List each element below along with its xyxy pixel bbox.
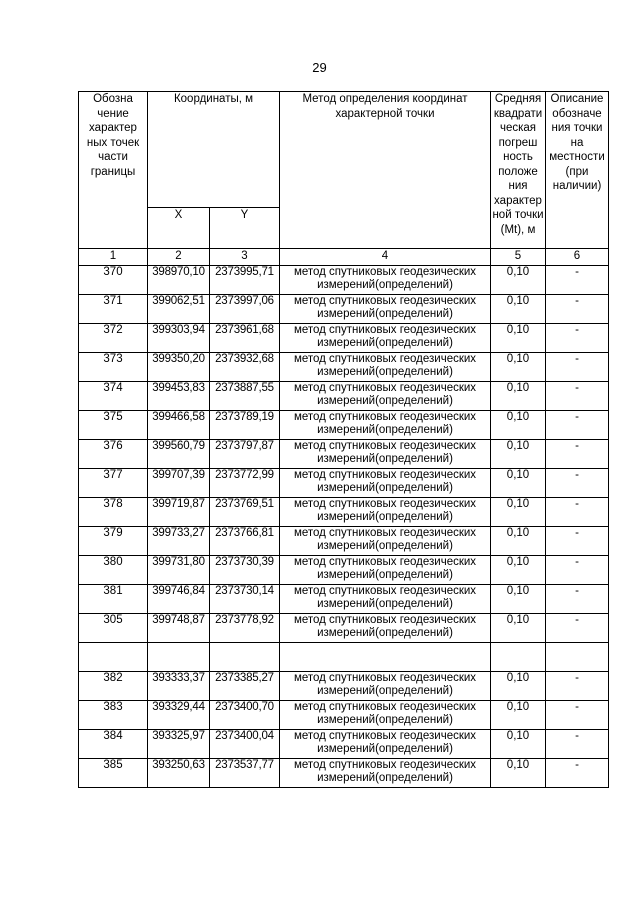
x-coordinate-cell: 398970,10 bbox=[148, 266, 210, 295]
point-id-cell: 373 bbox=[79, 353, 148, 382]
point-id-cell: 378 bbox=[79, 498, 148, 527]
method-cell: метод спутниковых геодезических измерений(определений) bbox=[280, 614, 491, 643]
x-coordinate-cell: 393250,63 bbox=[148, 759, 210, 788]
method-cell: метод спутниковых геодезических измерений(определений) bbox=[280, 585, 491, 614]
method-cell: метод спутниковых геодезических измерений(определений) bbox=[280, 440, 491, 469]
table-row bbox=[79, 411, 609, 440]
mt-cell: 0,10 bbox=[491, 527, 546, 556]
header-y: Y bbox=[210, 208, 280, 249]
table-row bbox=[79, 324, 609, 353]
mt-cell: 0,10 bbox=[491, 614, 546, 643]
description-cell: - bbox=[546, 353, 609, 382]
y-coordinate-cell: 2373766,81 bbox=[210, 527, 280, 556]
description-cell: - bbox=[546, 266, 609, 295]
mt-cell: 0,10 bbox=[491, 498, 546, 527]
method-cell: метод спутниковых геодезических измерений(определений) bbox=[280, 672, 491, 701]
table-row bbox=[79, 353, 609, 382]
x-coordinate-cell: 399733,27 bbox=[148, 527, 210, 556]
method-cell: метод спутниковых геодезических измерений(определений) bbox=[280, 411, 491, 440]
mt-cell: 0,10 bbox=[491, 701, 546, 730]
table-row bbox=[79, 498, 609, 527]
column-number: 1 bbox=[79, 249, 148, 266]
y-coordinate-cell: 2373778,92 bbox=[210, 614, 280, 643]
table-row bbox=[79, 469, 609, 498]
mt-cell: 0,10 bbox=[491, 266, 546, 295]
description-cell: - bbox=[546, 585, 609, 614]
mt-cell: 0,10 bbox=[491, 672, 546, 701]
y-coordinate-cell: 2373932,68 bbox=[210, 353, 280, 382]
point-id-cell: 370 bbox=[79, 266, 148, 295]
table-row bbox=[79, 556, 609, 585]
header-x: X bbox=[148, 208, 210, 249]
description-cell: - bbox=[546, 411, 609, 440]
method-cell: метод спутниковых геодезических измерений(определений) bbox=[280, 382, 491, 411]
method-cell: метод спутниковых геодезических измерений(определений) bbox=[280, 295, 491, 324]
method-cell: метод спутниковых геодезических измерений(определений) bbox=[280, 353, 491, 382]
column-number-row bbox=[79, 249, 609, 266]
mt-cell: 0,10 bbox=[491, 382, 546, 411]
x-coordinate-cell: 399303,94 bbox=[148, 324, 210, 353]
x-coordinate-cell: 393333,37 bbox=[148, 672, 210, 701]
y-coordinate-cell: 2373887,55 bbox=[210, 382, 280, 411]
x-coordinate-cell: 399453,83 bbox=[148, 382, 210, 411]
method-cell: метод спутниковых геодезических измерений(определений) bbox=[280, 556, 491, 585]
mt-cell: 0,10 bbox=[491, 353, 546, 382]
point-id-cell: 380 bbox=[79, 556, 148, 585]
y-coordinate-cell: 2373385,27 bbox=[210, 672, 280, 701]
point-id-cell: 371 bbox=[79, 295, 148, 324]
method-cell: метод спутниковых геодезических измерений(определений) bbox=[280, 730, 491, 759]
point-id-cell: 382 bbox=[79, 672, 148, 701]
y-coordinate-cell: 2373730,14 bbox=[210, 585, 280, 614]
x-coordinate-cell: 399466,58 bbox=[148, 411, 210, 440]
mt-cell: 0,10 bbox=[491, 730, 546, 759]
y-coordinate-cell: 2373997,06 bbox=[210, 295, 280, 324]
table-row bbox=[79, 266, 609, 295]
description-cell: - bbox=[546, 469, 609, 498]
mt-cell: 0,10 bbox=[491, 324, 546, 353]
mt-cell: 0,10 bbox=[491, 295, 546, 324]
table-row bbox=[79, 672, 609, 701]
x-coordinate-cell: 399731,80 bbox=[148, 556, 210, 585]
table-row bbox=[79, 759, 609, 788]
description-cell: - bbox=[546, 440, 609, 469]
table-row bbox=[79, 730, 609, 759]
y-coordinate-cell: 2373772,99 bbox=[210, 469, 280, 498]
column-number: 5 bbox=[491, 249, 546, 266]
description-cell: - bbox=[546, 324, 609, 353]
method-cell: метод спутниковых геодезических измерений(определений) bbox=[280, 701, 491, 730]
table-row bbox=[79, 382, 609, 411]
point-id-cell: 377 bbox=[79, 469, 148, 498]
x-coordinate-cell: 399748,87 bbox=[148, 614, 210, 643]
x-coordinate-cell: 399062,51 bbox=[148, 295, 210, 324]
point-id-cell: 381 bbox=[79, 585, 148, 614]
x-coordinate-cell: 399707,39 bbox=[148, 469, 210, 498]
header-mean-square-error: Средняя квадрати ческая погреш ность положе ния характер ной точки (Mt), м bbox=[491, 92, 546, 249]
y-coordinate-cell: 2373995,71 bbox=[210, 266, 280, 295]
table-row bbox=[79, 440, 609, 469]
y-coordinate-cell: 2373789,19 bbox=[210, 411, 280, 440]
mt-cell: 0,10 bbox=[491, 556, 546, 585]
table-row bbox=[79, 527, 609, 556]
mt-cell: 0,10 bbox=[491, 759, 546, 788]
table-row bbox=[79, 701, 609, 730]
point-id-cell: 372 bbox=[79, 324, 148, 353]
y-coordinate-cell: 2373400,70 bbox=[210, 701, 280, 730]
header-coordinates: Координаты, м bbox=[148, 92, 280, 208]
point-id-cell: 385 bbox=[79, 759, 148, 788]
table-row bbox=[79, 295, 609, 324]
y-coordinate-cell: 2373769,51 bbox=[210, 498, 280, 527]
description-cell: - bbox=[546, 701, 609, 730]
method-cell: метод спутниковых геодезических измерений(определений) bbox=[280, 498, 491, 527]
y-coordinate-cell: 2373730,39 bbox=[210, 556, 280, 585]
point-id-cell: 376 bbox=[79, 440, 148, 469]
page-number: 29 bbox=[312, 60, 327, 75]
mt-cell: 0,10 bbox=[491, 440, 546, 469]
method-cell: метод спутниковых геодезических измерений(определений) bbox=[280, 527, 491, 556]
method-cell: метод спутниковых геодезических измерений(определений) bbox=[280, 324, 491, 353]
header-method: Метод определения координат характерной точки bbox=[280, 92, 491, 249]
point-id-cell: 383 bbox=[79, 701, 148, 730]
column-number: 2 bbox=[148, 249, 210, 266]
x-coordinate-cell: 399350,20 bbox=[148, 353, 210, 382]
x-coordinate-cell: 393325,97 bbox=[148, 730, 210, 759]
column-number: 4 bbox=[280, 249, 491, 266]
y-coordinate-cell: 2373537,77 bbox=[210, 759, 280, 788]
mt-cell: 0,10 bbox=[491, 469, 546, 498]
table-row bbox=[79, 585, 609, 614]
method-cell: метод спутниковых геодезических измерений(определений) bbox=[280, 469, 491, 498]
header-row bbox=[79, 92, 609, 208]
x-coordinate-cell: 399719,87 bbox=[148, 498, 210, 527]
y-coordinate-cell: 2373797,87 bbox=[210, 440, 280, 469]
method-cell: метод спутниковых геодезических измерений(определений) bbox=[280, 266, 491, 295]
description-cell: - bbox=[546, 556, 609, 585]
description-cell: - bbox=[546, 295, 609, 324]
description-cell: - bbox=[546, 527, 609, 556]
point-id-cell: 305 bbox=[79, 614, 148, 643]
description-cell: - bbox=[546, 730, 609, 759]
description-cell: - bbox=[546, 382, 609, 411]
boundary-points-table bbox=[78, 91, 609, 788]
point-id-cell: 379 bbox=[79, 527, 148, 556]
table-row bbox=[79, 614, 609, 643]
description-cell: - bbox=[546, 672, 609, 701]
x-coordinate-cell: 399746,84 bbox=[148, 585, 210, 614]
description-cell: - bbox=[546, 759, 609, 788]
point-id-cell: 384 bbox=[79, 730, 148, 759]
description-cell: - bbox=[546, 614, 609, 643]
blank-row bbox=[79, 643, 609, 672]
x-coordinate-cell: 393329,44 bbox=[148, 701, 210, 730]
y-coordinate-cell: 2373400,04 bbox=[210, 730, 280, 759]
method-cell: метод спутниковых геодезических измерений(определений) bbox=[280, 759, 491, 788]
point-id-cell: 375 bbox=[79, 411, 148, 440]
header-description: Описание обозначе ния точки на местности (при наличии) bbox=[546, 92, 609, 249]
mt-cell: 0,10 bbox=[491, 585, 546, 614]
y-coordinate-cell: 2373961,68 bbox=[210, 324, 280, 353]
mt-cell: 0,10 bbox=[491, 411, 546, 440]
column-number: 6 bbox=[546, 249, 609, 266]
header-point-designation: Обозна чение характер ных точек части границы bbox=[79, 92, 148, 249]
description-cell: - bbox=[546, 498, 609, 527]
point-id-cell: 374 bbox=[79, 382, 148, 411]
column-number: 3 bbox=[210, 249, 280, 266]
x-coordinate-cell: 399560,79 bbox=[148, 440, 210, 469]
